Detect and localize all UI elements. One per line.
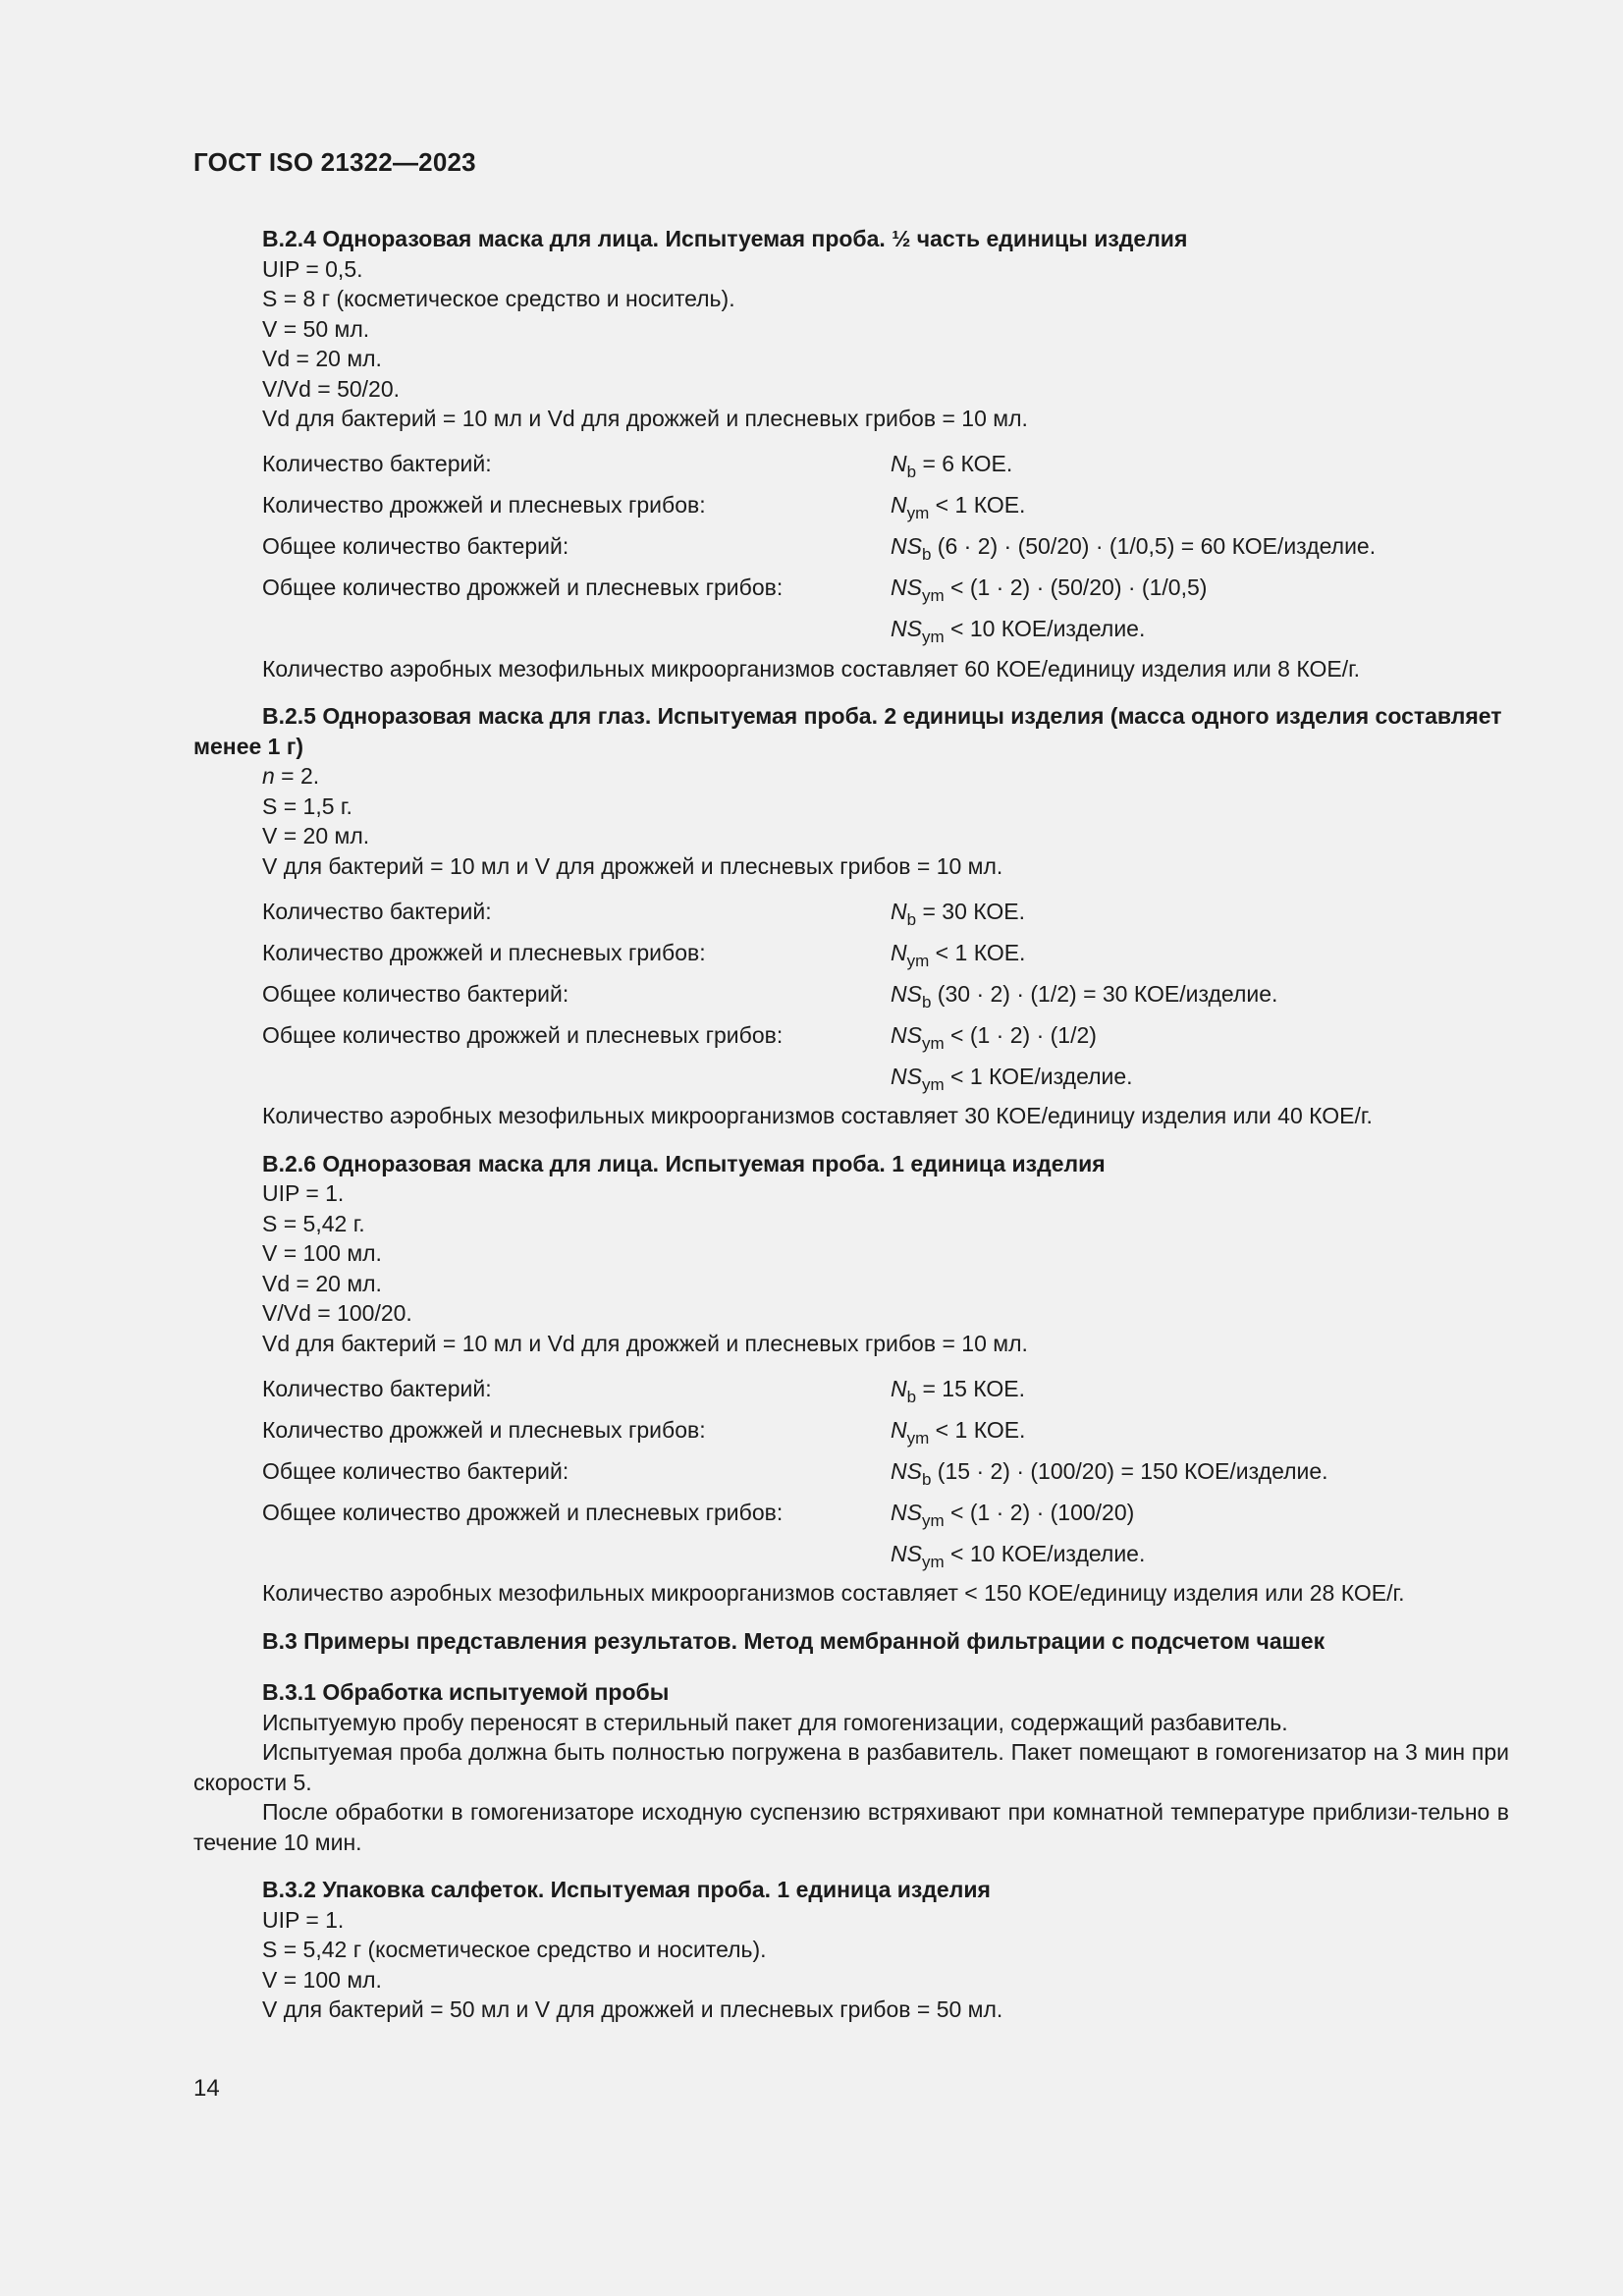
calculation-row (193, 1409, 1509, 1450)
section-heading: B.3.2 Упаковка салфеток. Испытуемая проба. 1 единица изделия (262, 1877, 991, 1902)
section-heading: B.3.1 Обработка испытуемой пробы (262, 1679, 670, 1705)
calculation-row (193, 1450, 1509, 1492)
calculation-label: Общее количество дрожжей и плесневых грибов: (262, 1499, 784, 1525)
calculation-table (193, 891, 1509, 1097)
calculation-row (193, 891, 1509, 932)
section-heading: B.2.6 Одноразовая маска для лица. Испытуемая проба. 1 единица изделия (262, 1150, 1106, 1176)
param-line: V = 100 мл. (262, 1240, 382, 1266)
calculation-value: $NS_b$ (15 · 2) · (100/20) = 150 КОЕ/изделие. (891, 1457, 1328, 1489)
section-b24 (193, 224, 1509, 683)
param-line: S = 8 г (косметическое средство и носитель). (262, 286, 735, 311)
calculation-row (193, 568, 1509, 609)
param-line: V = 100 мл. (262, 1966, 382, 1993)
document-body (193, 224, 1509, 2025)
calculation-label: Количество бактерий: (262, 451, 492, 477)
body-paragraph: Испытуемая проба должна быть полностью погружена в разбавитель. Пакет помещают в гомогенизатор на 3 мин при скорости 5. (193, 1739, 1509, 1795)
calculation-table (193, 1368, 1509, 1574)
calculation-label: Общее количество бактерий: (262, 533, 569, 560)
param-line: Vd = 20 мл. (262, 1270, 382, 1296)
section-b31 (193, 1677, 1509, 1857)
calculation-row (193, 1533, 1509, 1574)
document-header: ГОСТ ISO 21322—2023 (193, 147, 476, 177)
summary-line: Количество аэробных мезофильных микроорганизмов составляет < 150 КОЕ/единицу изделия или 28 КОЕ/г. (262, 1580, 1405, 1606)
param-line: Vd = 20 мл. (262, 346, 382, 371)
section-b32 (193, 1875, 1509, 2025)
calculation-label: Количество дрожжей и плесневых грибов: (262, 1416, 706, 1443)
param-line: n = 2. (262, 763, 320, 789)
section-b26 (193, 1149, 1509, 1609)
calculation-row (193, 609, 1509, 650)
section-heading-b3: B.3 Примеры представления результатов. Метод мембранной фильтрации с подсчетом чашек (262, 1627, 1325, 1654)
calculation-row (193, 932, 1509, 973)
param-line: UIP = 1. (262, 1906, 345, 1933)
calculation-row (193, 1014, 1509, 1056)
calculation-value: $N_b = 30$ КОЕ. (891, 898, 1026, 929)
calculation-row (193, 973, 1509, 1014)
param-line: V = 20 мл. (262, 823, 370, 848)
summary-line: Количество аэробных мезофильных микроорганизмов составляет 30 КОЕ/единицу изделия или 40 КОЕ/г. (262, 1103, 1373, 1128)
calculation-value: $N_b = 15$ КОЕ. (891, 1375, 1026, 1406)
param-line: S = 5,42 г. (262, 1210, 365, 1236)
calculation-row (193, 485, 1509, 526)
param-line: V для бактерий = 10 мл и V для дрожжей и плесневых грибов = 10 мл. (262, 852, 1003, 879)
calculation-value: $NS_{ym} < 10$ КОЕ/изделие. (891, 616, 1146, 647)
calculation-value: $N_{ym} < 1$ КОЕ. (891, 939, 1026, 970)
section-heading: B.2.5 Одноразовая маска для глаз. Испытуемая проба. 2 единицы изделия (масса одного изделия составляет менее 1 г) (193, 703, 1502, 759)
param-line: V для бактерий = 50 мл и V для дрожжей и плесневых грибов = 50 мл. (262, 1996, 1003, 2022)
calculation-value: $N_{ym} < 1$ КОЕ. (891, 1416, 1026, 1448)
calculation-label: Общее количество дрожжей и плесневых грибов: (262, 1021, 784, 1048)
calculation-value: $NS_{ym} < 10$ КОЕ/изделие. (891, 1540, 1146, 1571)
calculation-row (193, 444, 1509, 485)
calculation-label: Количество бактерий: (262, 898, 492, 924)
body-paragraph: После обработки в гомогенизаторе исходную суспензию встряхивают при комнатной температуре приблизи-тельно в течение 10 мин. (193, 1799, 1509, 1855)
body-paragraph: Испытуемую пробу переносят в стерильный пакет для гомогенизации, содержащий разбавитель. (262, 1709, 1288, 1735)
calculation-table (193, 444, 1509, 650)
calculation-label: Количество дрожжей и плесневых грибов: (262, 939, 706, 965)
calculation-row (193, 526, 1509, 568)
calculation-value: $NS_{ym} < (1 \cdot 2) \cdot (50/20) \cdot (1/0,5)$ (891, 574, 1208, 606)
calculation-value: $NS_{ym} < 1$ КОЕ/изделие. (891, 1063, 1133, 1094)
calculation-value: $NS_b$ (30 · 2) · (1/2) = 30 КОЕ/изделие. (891, 980, 1278, 1011)
param-line: S = 5,42 г (косметическое средство и носитель). (262, 1937, 767, 1962)
calculation-label: Общее количество бактерий: (262, 980, 569, 1007)
calculation-row (193, 1492, 1509, 1533)
page-number: 14 (193, 2075, 220, 2102)
summary-line: Количество аэробных мезофильных микроорганизмов составляет 60 КОЕ/единицу изделия или 8 КОЕ/г. (262, 655, 1361, 682)
param-line: V/Vd = 100/20. (262, 1300, 412, 1326)
calculation-label: Количество дрожжей и плесневых грибов: (262, 492, 706, 519)
calculation-label: Общее количество бактерий: (262, 1457, 569, 1484)
section-heading: B.2.4 Одноразовая маска для лица. Испытуемая проба. ½ часть единицы изделия (262, 226, 1188, 251)
param-line: UIP = 1. (262, 1180, 345, 1206)
calculation-value: $N_b = 6$ КОЕ. (891, 451, 1013, 482)
calculation-value: $NS_{ym} < (1 \cdot 2) \cdot (100/20)$ (891, 1499, 1135, 1530)
calculation-label: Количество бактерий: (262, 1375, 492, 1401)
calculation-value: $NS_b$ (6 · 2) · (50/20) · (1/0,5) = 60 КОЕ/изделие. (891, 533, 1377, 565)
param-line: UIP = 0,5. (262, 255, 363, 282)
param-line: Vd для бактерий = 10 мл и Vd для дрожжей и плесневых грибов = 10 мл. (262, 1330, 1028, 1356)
param-line: V = 50 мл. (262, 315, 370, 342)
calculation-row (193, 1368, 1509, 1409)
param-line: S = 1,5 г. (262, 793, 352, 819)
calculation-value: $N_{ym} < 1$ КОЕ. (891, 492, 1026, 523)
calculation-label: Общее количество дрожжей и плесневых грибов: (262, 574, 784, 601)
calculation-row (193, 1056, 1509, 1097)
calculation-value: $NS_{ym} < (1 \cdot 2) \cdot (1/2)$ (891, 1021, 1097, 1053)
section-b25 (193, 701, 1509, 1131)
param-line: Vd для бактерий = 10 мл и Vd для дрожжей и плесневых грибов = 10 мл. (262, 406, 1028, 431)
param-line: V/Vd = 50/20. (262, 375, 401, 402)
